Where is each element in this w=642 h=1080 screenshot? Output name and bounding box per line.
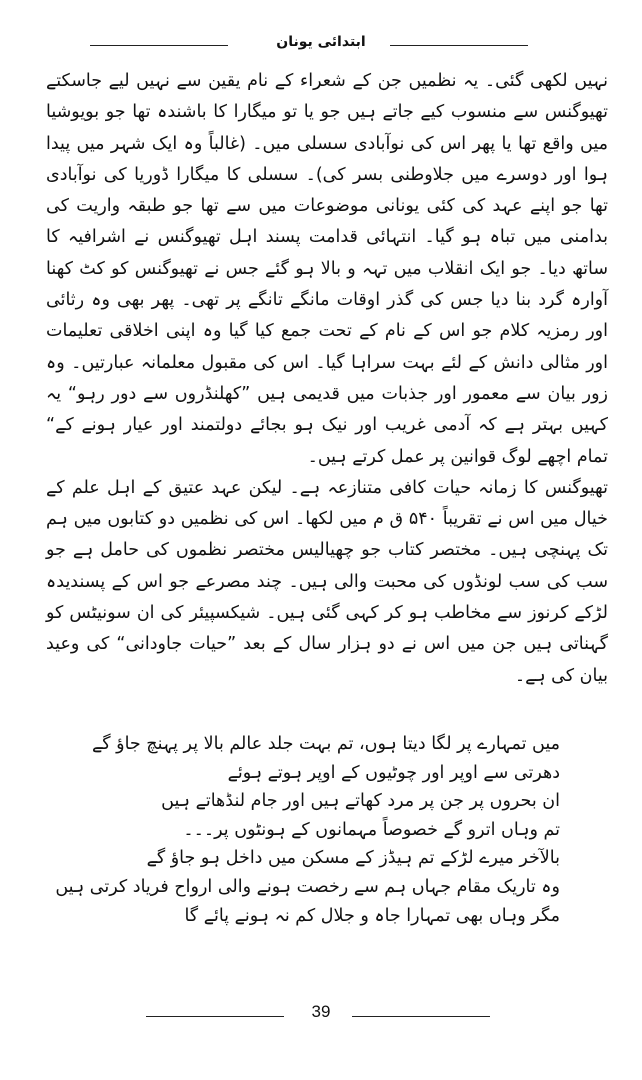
- header-rule-right: [390, 45, 528, 46]
- poem-block: [55, 730, 560, 930]
- poem-line: میں تمہارے پر لگا دیتا ہوں، تم بہت جلد عالم بالا پر پہنچ جاؤ گے: [91, 734, 560, 754]
- body-text: [46, 66, 608, 692]
- running-title: ابتدائی یونان: [276, 34, 366, 50]
- poem-line: دھرتی سے اوپر اور چوٹیوں کے اوپر ہوتے ہوئے: [227, 762, 560, 783]
- paragraph-2: تھیوگنس کا زمانہ حیات کافی متنازعہ ہے۔ لیکن عہد عتیق کے اہل علم کے خیال میں اس نے تقریباً ۵۴۰ ق م میں لکھا۔ اس کی نظمیں دو کتابوں میں ہم تک پہنچی ہیں۔ مختصر کتاب جو چھیالیس مختصر نظموں کی حامل ہے جو سب کی سب لونڈوں کی محبت والی ہیں۔ چند مصرعے جو اس کے پسندیدہ لڑکے کرنوز سے مخاطب ہو کر کہی گئی ہیں۔ شیکسپیئر کی ان سونیٹس کو گہناتی ہیں جن میں اس نے دو ہزار سال کے بعد ”حیات جاودانی“ کی وعید بیان کی ہے۔: [46, 477, 608, 686]
- page-header: [40, 34, 602, 64]
- paragraph-1: نہیں لکھی گئی۔ یہ نظمیں جن کے شعراء کے نام یقین سے نہیں لیے جاسکتے تھیوگنس سے منسوب کیے جاتے ہیں جو یا تو میگارا کا باشندہ تھا جو بویوشیا میں واقع تھا یا پھر اس کی نوآبادی سسلی میں۔ (غالباً وہ ایک شہر میں پیدا ہوا اور دوسرے میں جلاوطنی بسر کی)۔ سسلی کا میگارا ڈوریا کی نوآبادی تھا جو اپنے عہد کی کئی یونانی موضوعات میں سے تھا جو طبقہ واریت کی بدامنی میں تباہ ہو گیا۔ انتہائی قدامت پسند اہل تھیوگنس نے اشرافیہ کا ساتھ دیا۔ جو ایک انقلاب میں تہہ و بالا ہو گئے جس نے تھیوگنس کو کٹ کھنا آوارہ گرد بنا دیا جس کی گذر اوقات مانگے تانگے پر تھی۔ پھر بھی وہ رثائی اور رمزیہ کلام جو اس کے نام کے تحت جمع کیا گیا وہ اپنی اخلاقی تعلیمات اور مثالی دانش کے لئے بہت سراہا گیا۔ اس کی مقبول معلمانہ عبارتیں۔ وہ زور بیان سے معمور اور جذبات میں قدیمی ہیں ”کھلنڈروں سے دور رہو“ یہ کہیں بہتر ہے کہ آدمی غریب اور نیک ہو بجائے دولتمند اور عیار ہونے کے“ تمام اچھے لوگ قوانین پر عمل کرتے ہیں۔: [46, 71, 608, 467]
- poem-line: بالآخر میرے لڑکے تم ہیڈز کے مسکن میں داخل ہو جاؤ گے: [146, 848, 560, 869]
- footer-rule-right: [352, 1016, 490, 1017]
- poem-line: وہ تاریک مقام جہاں ہم سے رخصت ہونے والی ارواح فریاد کرتی ہیں: [55, 876, 560, 897]
- poem-line: مگر وہاں بھی تمہارا جاہ و جلال کم نہ ہونے پائے گا: [184, 905, 560, 926]
- poem-line: تم وہاں اترو گے خصوصاً مہمانوں کے ہونٹوں پر۔۔۔: [183, 819, 560, 840]
- poem-line: ان بحروں پر جن پر مرد کھاتے ہیں اور جام لنڈھاتے ہیں: [161, 791, 560, 812]
- page-footer: [0, 1000, 642, 1030]
- page-number: 39: [311, 1002, 331, 1021]
